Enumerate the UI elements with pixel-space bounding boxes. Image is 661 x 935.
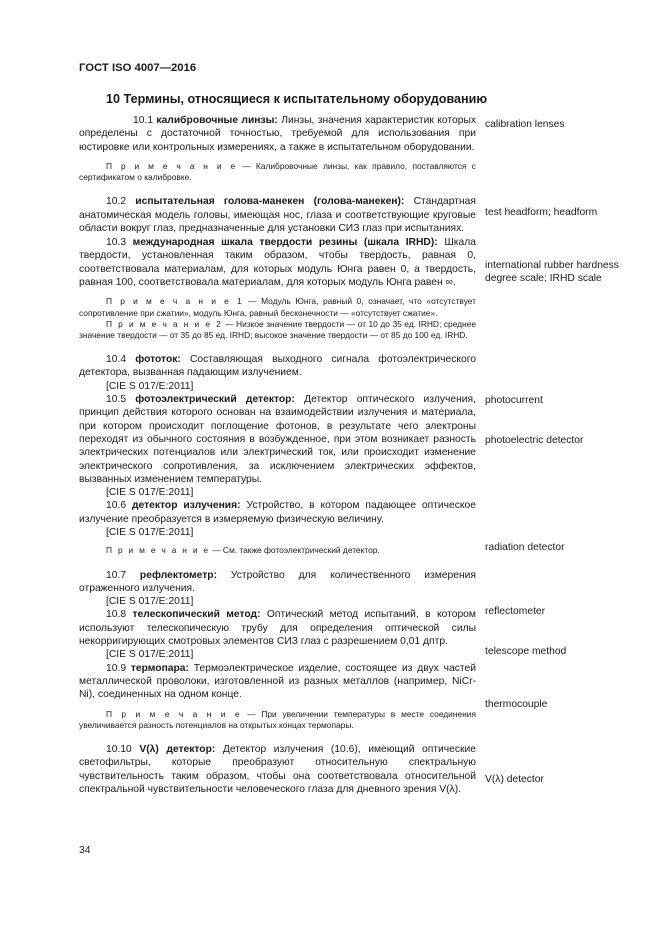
term-number: 10.4 bbox=[106, 354, 127, 366]
term-definition: Термоэлектрическое изделие, состоящее из двух частей металлической проволоки, изготовленной из разных металлов (например, NiCr-Ni), соединенных на одном конце. bbox=[79, 662, 476, 701]
note: П р и м е ч а н и е — При увеличении температуры в месте соединения увеличивается разность потенциалов на открытых концах термопары. bbox=[79, 708, 476, 730]
term-name: детектор излучения: bbox=[131, 500, 241, 512]
note: П р и м е ч а н и е 1 — Модуль Юнга, равный 0, означает, что «отсутствует сопротивление при сжатии», модуль Юнга, равный бесконечности — «отсутствует сжатие». bbox=[79, 296, 476, 318]
term-number: 10.10 bbox=[106, 743, 132, 755]
term-definition: Оптический метод испытаний, в котором используют телескопическую трубу для определения оптической силы некорригирующих смотровых элементов СИЗ глаз с разрешением 0,01 дптр. bbox=[79, 609, 476, 648]
english-term: photocurrent bbox=[485, 395, 543, 406]
term-number: 10.8 bbox=[106, 609, 127, 621]
term-name: фотоэлектрический детектор: bbox=[135, 394, 295, 406]
term-number: 10.6 bbox=[106, 500, 127, 512]
english-term: test headform; headform bbox=[485, 207, 598, 218]
term-number: 10.2 bbox=[106, 196, 127, 208]
term-definition: Устройство для количественного измерения отраженного излучения. bbox=[79, 569, 476, 594]
note: П р и м е ч а н и е — См. также фотоэлектрический детектор. bbox=[106, 545, 380, 556]
term-definition: Детектор оптического излучения, принцип действия которого основан на взаимодействии излучения и материала, при котором происходит поглощение фотонов, в результате чего электроны переходят из обычного состояния в возбужденное, при этом возникает разность электрических потенциалов или электрический ток, или происходит изменение электрического сопротивления, за исключением электрических эффектов, вызванных изменением температуры. bbox=[79, 394, 476, 485]
term-source: [CIE S 017/E:2011] bbox=[106, 649, 194, 661]
terms-column bbox=[79, 114, 476, 796]
term-definition: Детектор излучения (10.6), имеющий оптические светофильтры, которые преобразуют относительную спектральную чувствительность таким образом, чтобы она соответствовала относительной спектральной чувствительности человеческого глаза для дневного зрения V(λ). bbox=[79, 743, 476, 795]
term-number: 10.1 bbox=[133, 115, 154, 126]
term-name: испытательная голова-манекен (голова-манекен): bbox=[135, 196, 405, 208]
term-name: калибровочные линзы: bbox=[156, 115, 278, 126]
term-entry bbox=[79, 743, 476, 796]
term-source: [CIE S 017/E:2011] bbox=[106, 527, 194, 539]
term-entry bbox=[79, 114, 476, 154]
english-term: telescope method bbox=[485, 646, 567, 657]
term-definition: Стандартная анатомическая модель головы, имеющая нос, глаза и соответствующие круговые области вокруг глаз, предназначенные для установки СИЗ глаз при испытаниях. bbox=[79, 196, 476, 234]
english-term: international rubber hardness degree scale; IRHD scale bbox=[485, 260, 619, 285]
term-entry bbox=[79, 608, 476, 648]
term-entry bbox=[79, 569, 476, 596]
english-term: photoelectric detector bbox=[485, 435, 584, 446]
term-source: [CIE S 017/E:2011] bbox=[106, 487, 194, 499]
term-entry bbox=[79, 499, 476, 526]
term-entry bbox=[79, 353, 476, 380]
term-entry bbox=[79, 393, 476, 486]
term-number: 10.3 bbox=[106, 237, 127, 249]
term-name: рефлектометр: bbox=[139, 569, 218, 581]
term-entry bbox=[79, 195, 476, 235]
english-term: reflectometer bbox=[485, 606, 546, 617]
term-entry bbox=[79, 662, 476, 702]
term-source: [CIE S 017/E:2011] bbox=[106, 596, 194, 608]
term-number: 10.5 bbox=[106, 394, 127, 406]
note: П р и м е ч а н и е 2 — Низкое значение твердости — от 10 до 35 ед. IRHD; среднее значение твердости — от 35 до 85 ед. IRHD; высокое значение твердости — от 85 до 100 ед. IRHD. bbox=[79, 318, 476, 340]
term-name: телескопический метод: bbox=[132, 609, 261, 621]
section-title: 10 Термины, относящиеся к испытательному оборудованию bbox=[106, 92, 488, 106]
term-entry bbox=[79, 236, 476, 289]
english-term: radiation detector bbox=[485, 542, 565, 553]
english-term: thermocouple bbox=[485, 699, 548, 710]
term-name: термопара: bbox=[130, 662, 189, 674]
term-number: 10.7 bbox=[106, 569, 127, 581]
term-definition: Линзы, значения характеристик которых определены с достаточной точностью, требуемой для использования при юстировке или контрольных измерениях, а также в испытательном оборудовании. bbox=[79, 115, 476, 153]
english-term: calibration lenses bbox=[485, 119, 565, 130]
term-name: фототок: bbox=[135, 354, 181, 366]
note: П р и м е ч а н и е — Калибровочные линзы, как правило, поставляются с сертификатом о калибровке. bbox=[79, 160, 476, 183]
term-definition: Устройство, в котором падающее оптическое излучение преобразуется в измеряемую физическую величину. bbox=[79, 500, 476, 525]
term-name: V(λ) детектор: bbox=[139, 743, 216, 755]
page-number: 34 bbox=[79, 845, 91, 856]
english-term: V(λ) detector bbox=[485, 774, 544, 785]
document-header: ГОСТ ISO 4007—2016 bbox=[79, 62, 197, 74]
term-definition: Составляющая выходного сигнала фотоэлектрического детектора, вызванная падающим излучением. bbox=[79, 354, 476, 379]
term-source: [CIE S 017/E:2011] bbox=[106, 380, 194, 392]
term-definition: Шкала твердости, установленная таким образом, чтобы твердость, равная 0, соответствовала материалам, для которых модуль Юнга равен 0, а твердость, равная 100, соответствовала материалам, для которых модуль Юнга равен ∞. bbox=[79, 237, 476, 289]
term-number: 10.9 bbox=[106, 662, 127, 674]
term-name: международная шкала твердости резины (шкала IRHD): bbox=[132, 237, 438, 249]
